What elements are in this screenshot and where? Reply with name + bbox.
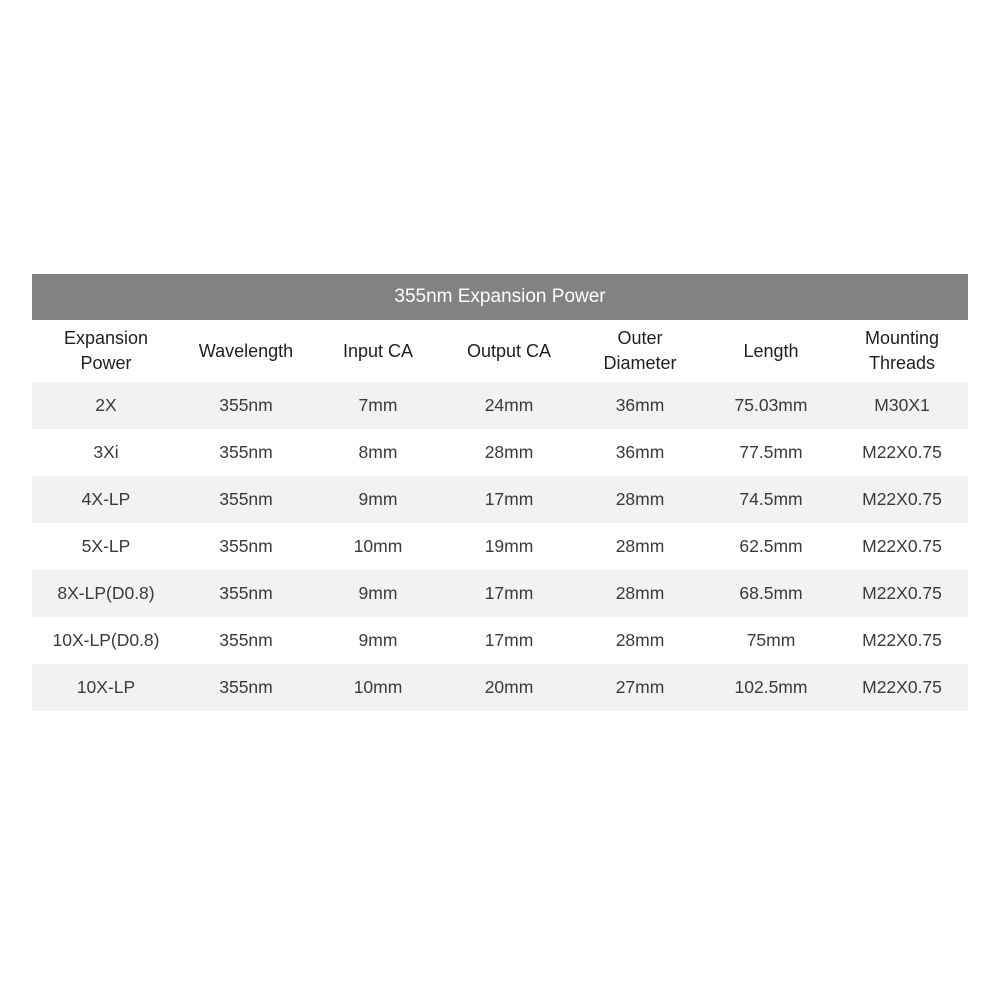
cell-length: 102.5mm [706,664,836,711]
cell-expansion-power: 3Xi [32,429,180,476]
table-title: 355nm Expansion Power [32,274,968,320]
table-row [32,664,968,711]
cell-wavelength: 355nm [180,382,312,429]
cell-mounting-threads: M22X0.75 [836,570,968,617]
cell-length: 77.5mm [706,429,836,476]
cell-outer-diameter: 28mm [574,570,706,617]
cell-wavelength: 355nm [180,476,312,523]
cell-mounting-threads: M22X0.75 [836,476,968,523]
cell-output-ca: 17mm [444,476,574,523]
cell-output-ca: 24mm [444,382,574,429]
cell-mounting-threads: M30X1 [836,382,968,429]
header-row [32,320,968,382]
title-row [32,274,968,320]
table-row [32,523,968,570]
cell-wavelength: 355nm [180,523,312,570]
cell-length: 75.03mm [706,382,836,429]
cell-mounting-threads: M22X0.75 [836,664,968,711]
cell-input-ca: 10mm [312,523,444,570]
cell-outer-diameter: 36mm [574,382,706,429]
table-row [32,570,968,617]
cell-expansion-power: 2X [32,382,180,429]
cell-outer-diameter: 28mm [574,523,706,570]
cell-outer-diameter: 28mm [574,476,706,523]
header-input-ca: Input CA [312,320,444,382]
table-row [32,476,968,523]
cell-wavelength: 355nm [180,664,312,711]
table-row [32,429,968,476]
cell-input-ca: 10mm [312,664,444,711]
cell-length: 68.5mm [706,570,836,617]
header-wavelength: Wavelength [180,320,312,382]
header-outer-diameter: Outer Diameter [574,320,706,382]
cell-output-ca: 19mm [444,523,574,570]
cell-expansion-power: 10X-LP(D0.8) [32,617,180,664]
header-expansion-power: Expansion Power [32,320,180,382]
cell-expansion-power: 4X-LP [32,476,180,523]
cell-length: 74.5mm [706,476,836,523]
header-output-ca: Output CA [444,320,574,382]
header-mounting-threads: Mounting Threads [836,320,968,382]
header-length: Length [706,320,836,382]
cell-outer-diameter: 36mm [574,429,706,476]
cell-wavelength: 355nm [180,570,312,617]
cell-input-ca: 9mm [312,570,444,617]
cell-wavelength: 355nm [180,617,312,664]
table-row [32,382,968,429]
cell-input-ca: 8mm [312,429,444,476]
cell-output-ca: 17mm [444,570,574,617]
cell-output-ca: 28mm [444,429,574,476]
cell-length: 75mm [706,617,836,664]
cell-mounting-threads: M22X0.75 [836,523,968,570]
table-row [32,617,968,664]
cell-outer-diameter: 27mm [574,664,706,711]
cell-expansion-power: 10X-LP [32,664,180,711]
cell-mounting-threads: M22X0.75 [836,429,968,476]
cell-output-ca: 17mm [444,617,574,664]
cell-expansion-power: 8X-LP(D0.8) [32,570,180,617]
cell-outer-diameter: 28mm [574,617,706,664]
cell-input-ca: 9mm [312,617,444,664]
cell-expansion-power: 5X-LP [32,523,180,570]
cell-mounting-threads: M22X0.75 [836,617,968,664]
spec-table [32,274,968,711]
cell-input-ca: 7mm [312,382,444,429]
cell-wavelength: 355nm [180,429,312,476]
cell-input-ca: 9mm [312,476,444,523]
cell-output-ca: 20mm [444,664,574,711]
cell-length: 62.5mm [706,523,836,570]
